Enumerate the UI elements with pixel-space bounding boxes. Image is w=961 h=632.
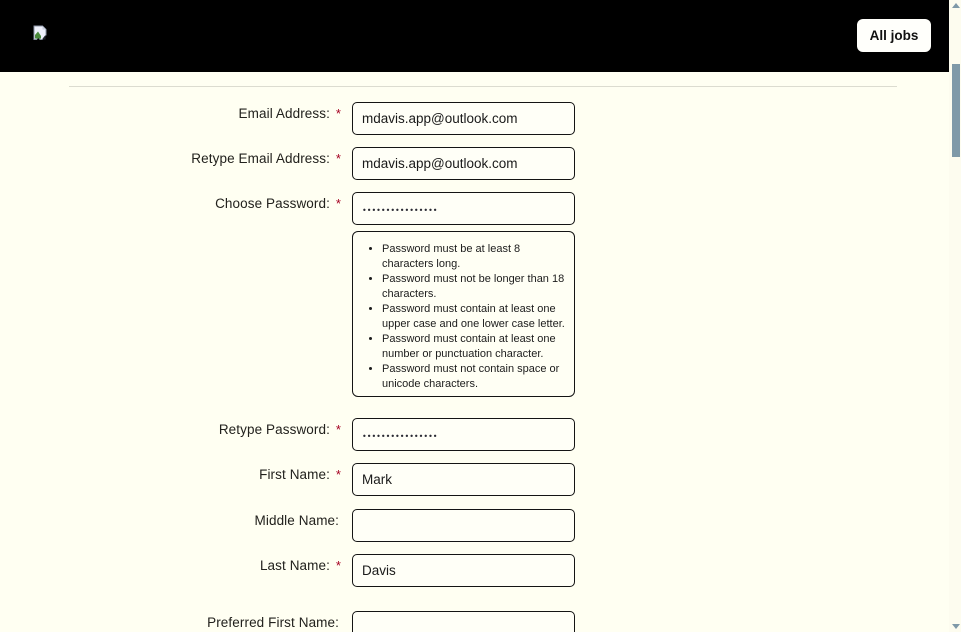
vertical-scrollbar[interactable]: [949, 0, 961, 632]
required-asterisk: *: [335, 106, 341, 121]
email-address-label: [20, 106, 341, 121]
form-row-first-name: [0, 463, 600, 496]
preferred-first-name-input[interactable]: [352, 611, 575, 632]
password-rules-list: [353, 242, 568, 392]
retype-password-input[interactable]: [352, 418, 575, 451]
all-jobs-button[interactable]: All jobs: [857, 19, 931, 52]
top-nav-bar: [0, 0, 949, 72]
scroll-up-arrow-icon[interactable]: [952, 3, 960, 8]
required-asterisk: *: [335, 467, 341, 482]
password-rule: • Password must be at least 8 characters long.: [382, 242, 568, 272]
form-row-middle-name: [0, 509, 600, 542]
last-name-input[interactable]: [352, 554, 575, 587]
required-asterisk: *: [335, 422, 341, 437]
password-rule: • Password must not contain space or unicode characters.: [382, 362, 568, 392]
middle-name-label: [20, 513, 341, 528]
choose-password-input[interactable]: [352, 192, 575, 225]
scroll-down-arrow-icon[interactable]: [952, 624, 960, 629]
first-name-label: [20, 467, 341, 482]
required-asterisk: *: [335, 196, 341, 211]
form-row-retype-password: [0, 418, 600, 451]
form-row-retype-email: [0, 147, 600, 180]
password-rule: • Password must not be longer than 18 characters.: [382, 272, 568, 302]
field-label-text: Middle Name:: [254, 513, 339, 528]
field-label-text: Retype Password:: [218, 422, 330, 437]
field-label-text: Choose Password:: [215, 196, 330, 211]
required-asterisk: *: [335, 151, 341, 166]
field-label-text: Retype Email Address:: [191, 151, 330, 166]
password-rules-box: [352, 231, 575, 397]
retype-email-input[interactable]: [352, 147, 575, 180]
form-row-email: [0, 102, 600, 135]
field-label-text: First Name:: [259, 467, 330, 482]
middle-name-input[interactable]: [352, 509, 575, 542]
password-rule: • Password must contain at least one number or punctuation character.: [382, 332, 568, 362]
first-name-input[interactable]: [352, 463, 575, 496]
required-asterisk: *: [335, 558, 341, 573]
preferred-first-name-label: [20, 615, 341, 630]
field-label-text: Preferred First Name:: [207, 615, 339, 630]
field-label-text: Last Name:: [259, 558, 330, 573]
scrollbar-thumb[interactable]: [952, 64, 960, 157]
form-row-last-name: [0, 554, 600, 587]
choose-password-label: [20, 196, 341, 211]
email-address-input[interactable]: [352, 102, 575, 135]
retype-password-label: [20, 422, 341, 437]
form-row-choose-password: [0, 192, 600, 225]
field-label-text: Email Address:: [238, 106, 330, 121]
content-divider: [69, 86, 897, 87]
form-row-preferred-first-name: [0, 611, 600, 632]
broken-image-icon[interactable]: [33, 25, 47, 41]
last-name-label: [20, 558, 341, 573]
retype-email-label: [20, 151, 341, 166]
password-rule: • Password must contain at least one upper case and one lower case letter.: [382, 302, 568, 332]
